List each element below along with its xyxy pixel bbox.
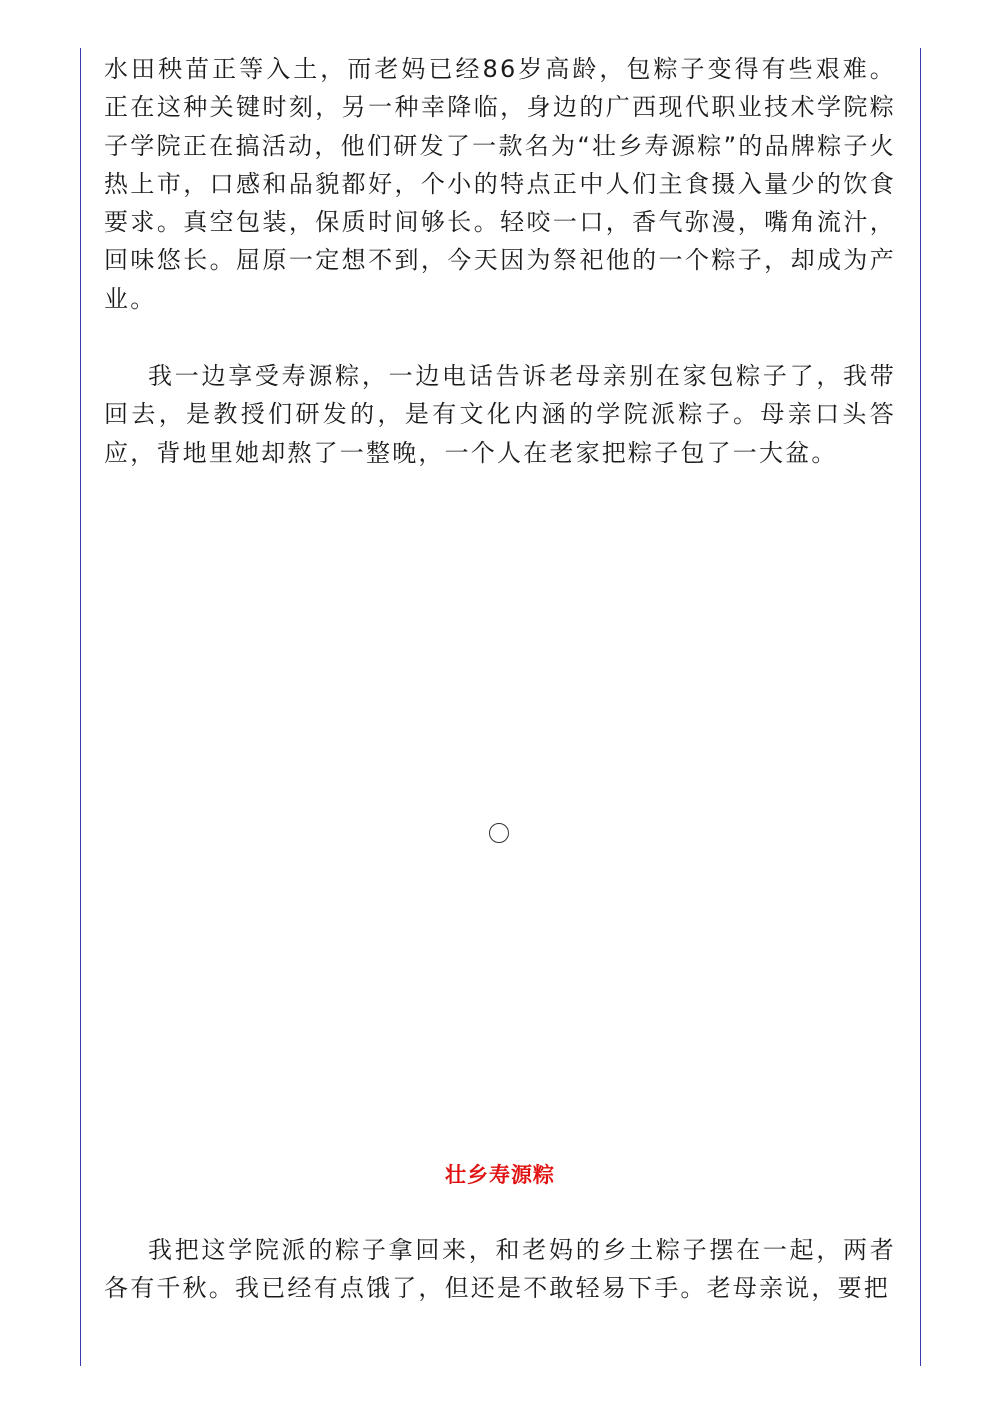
image-placeholder [104,480,896,1140]
paragraph-3: 我把这学院派的粽子拿回来，和老妈的乡土粽子摆在一起，两者各有千秋。我已经有点饿了，但还是不敢轻易下手。老母亲说，要把 [104,1236,896,1303]
image-caption: 壮乡寿源粽 [445,1163,555,1187]
paragraph-1: 水田秧苗正等入土，而老妈已经86岁高龄，包粽子变得有些艰难。正在这种关键时刻，另一种幸降临，身边的广西现代职业技术学院粽子学院正在搞活动，他们研发了一款名为“壮乡寿源粽”的品牌粽子火热上市，口感和品貌都好，个小的特点正中人们主食摄入量少的饮食要求。真空包装，保质时间够长。轻咬一口，香气弥漫，嘴角流汁，回味悠长。屈原一定想不到，今天因为祭祀他的一个粽子，却成为产业。 [104,55,896,313]
loading-circle-icon [489,823,509,843]
paragraph-2: 我一边享受寿源粽，一边电话告诉老母亲别在家包粽子了，我带回去，是教授们研发的，是有文化内涵的学院派粽子。母亲口头答应，背地里她却熬了一整晚，一个人在老家把粽子包了一大盆。 [104,362,896,467]
